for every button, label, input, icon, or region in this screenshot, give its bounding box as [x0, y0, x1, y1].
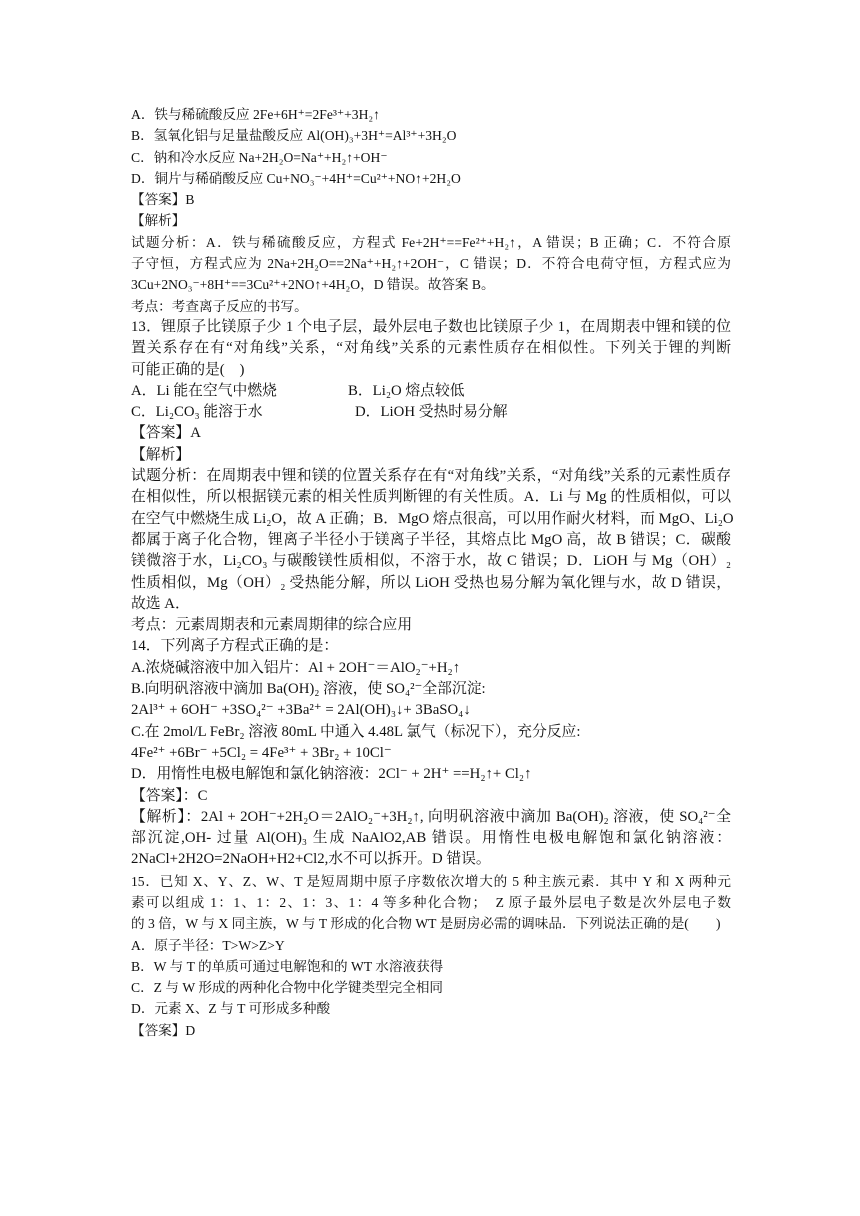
text-line: 15．已知 X、Y、Z、W、T 是短周期中原子序数依次增大的 5 种主族元素．其中 Y 和 X 两种元: [131, 873, 731, 889]
text-line: B．氢氧化铝与足量盐酸反应 Al(OH)₃+3H⁺=Al³⁺+3H₂O: [131, 128, 457, 144]
text-line: 镁微溶于水，Li₂CO₃ 与碳酸镁性质相似，不溶于水，故 C 错误；D．LiOH 与 Mg（OH）₂: [131, 553, 731, 570]
text-line: B.向明矾溶液中滴加 Ba(OH)₂ 溶液，使 SO₄²⁻全部沉淀:: [131, 681, 486, 698]
text-line: 【答案】：C: [131, 787, 208, 804]
text-line: 13．锂原子比镁原子少 1 个电子层，最外层电子数也比镁原子少 1，在周期表中锂和镁的位: [131, 318, 731, 335]
text-line: 【解析】：2Al + 2OH⁻+2H₂O＝2AlO₂⁻+3H₂↑, 向明矾溶液中滴加 Ba(OH)₂ 溶液，使 SO₄²⁻全: [131, 808, 731, 825]
option-text: C．Li₂CO₃ 能溶于水: [131, 404, 263, 421]
text-line: 试题分析：在周期表中锂和镁的位置关系存在有“对角线”关系，“对角线”关系的元素性质存: [131, 468, 731, 485]
option-row: [131, 381, 731, 402]
text-line: 14．下列离子方程式正确的是：: [131, 638, 339, 655]
text-line: 在相似性，所以根据镁元素的相关性质判断锂的有关性质。A．Li 与 Mg 的性质相似，可以: [131, 489, 731, 506]
text-line: 【解析】: [131, 446, 191, 463]
option-text: D．LiOH 受热时易分解: [355, 404, 508, 421]
text-line: 都属于离子化合物，锂离子半径小于镁离子半径，其熔点比 MgO 高，故 B 错误；C．碳酸: [131, 531, 731, 548]
text-line: 4Fe²⁺ +6Br⁻ +5Cl₂ = 4Fe³⁺ + 3Br₂ + 10Cl⁻: [131, 744, 392, 761]
option-text: A．Li 能在空气中燃烧: [131, 382, 277, 399]
text-line: 2Al³⁺ + 6OH⁻ +3SO₄²⁻ +3Ba²⁺ = 2Al(OH)₃↓+ 3BaSO₄↓: [131, 702, 471, 719]
text-line: D．元素 X、Z 与 T 可形成多种酸: [131, 1001, 331, 1017]
text-line: 部沉淀,OH- 过量 Al(OH)₃ 生成 NaAlO2,AB 错误。用惰性电极电解饱和氯化钠溶液：: [131, 830, 731, 847]
text-line: 【答案】D: [131, 1022, 196, 1038]
option-text: B．Li₂O 熔点较低: [348, 382, 465, 399]
text-line: 试题分析：A．铁与稀硫酸反应，方程式 Fe+2H⁺==Fe²⁺+H₂↑，A 错误；B 正确；C．不符合原: [131, 234, 731, 250]
text-line: 2NaCl+2H2O=2NaOH+H2+Cl2,水不可以拆开。D 错误。: [131, 851, 491, 868]
text-line: A.浓烧碱溶液中加入铝片：Al + 2OH⁻＝AlO₂⁻+H₂↑: [131, 659, 461, 676]
text-line: C．钠和冷水反应 Na+2H₂O=Na⁺+H₂↑+OH⁻: [131, 149, 388, 165]
text-line: 【解析】: [131, 213, 186, 229]
text-line: 【答案】B: [131, 192, 195, 208]
text-line: 考点：元素周期表和元素周期律的综合应用: [131, 617, 413, 634]
document-body: [131, 104, 734, 1041]
text-line: D．铜片与稀硝酸反应 Cu+NO₃⁻+4H⁺=Cu²⁺+NO↑+2H₂O: [131, 170, 461, 186]
text-line: 3Cu+2NO₃⁻+8H⁺==3Cu²⁺+2NO↑+4H₂O，D 错误。故答案 B。: [131, 277, 495, 293]
text-line: 可能正确的是( ): [131, 361, 245, 378]
text-line: C．Z 与 W 形成的两种化合物中化学键类型完全相同: [131, 980, 444, 996]
text-line: 性质相似，Mg（OH）₂ 受热能分解，所以 LiOH 受热也易分解为氧化锂与水，故 D 错误，: [131, 574, 731, 591]
text-line: A．原子半径：T>W>Z>Y: [131, 937, 285, 953]
text-line: 故选 A．: [131, 595, 190, 612]
option-row: [131, 402, 731, 423]
text-line: 置关系存在有“对角线”关系，“对角线”关系的元素性质存在相似性。下列关于锂的判断: [131, 340, 731, 357]
text-line: C.在 2mol/L FeBr₂ 溶液 80mL 中通入 4.48L 氯气（标况下），充分反应:: [131, 723, 581, 740]
text-line: 子守恒，方程式应为 2Na+2H₂O==2Na⁺+H₂↑+2OH⁻，C 错误；D．不符合电荷守恒，方程式应为: [131, 256, 731, 272]
text-line: 的 3 倍，W 与 X 同主族，W 与 T 形成的化合物 WT 是厨房必需的调味品．下列说法正确的是( ): [131, 916, 721, 932]
text-line: A．铁与稀硫酸反应 2Fe+6H⁺=2Fe³⁺+3H₂↑: [131, 107, 380, 122]
text-line: 考点：考查离子反应的书写。: [131, 298, 308, 314]
text-line: D．用惰性电极电解饱和氯化钠溶液：2Cl⁻ + 2H⁺ ==H₂↑+ Cl₂↑: [131, 766, 532, 783]
text-line: 在空气中燃烧生成 Li₂O，故 A 正确；B．MgO 熔点很高，可以用作耐火材料，而 MgO、Li₂O: [131, 510, 734, 527]
text-line: 【答案】A: [131, 425, 201, 442]
text-line: 素可以组成 1：1、1：2、1：3、1：4 等多种化合物； Z 原子最外层电子数是次外层电子数: [131, 894, 731, 910]
text-line: B．W 与 T 的单质可通过电解饱和的 WT 水溶液获得: [131, 958, 444, 974]
